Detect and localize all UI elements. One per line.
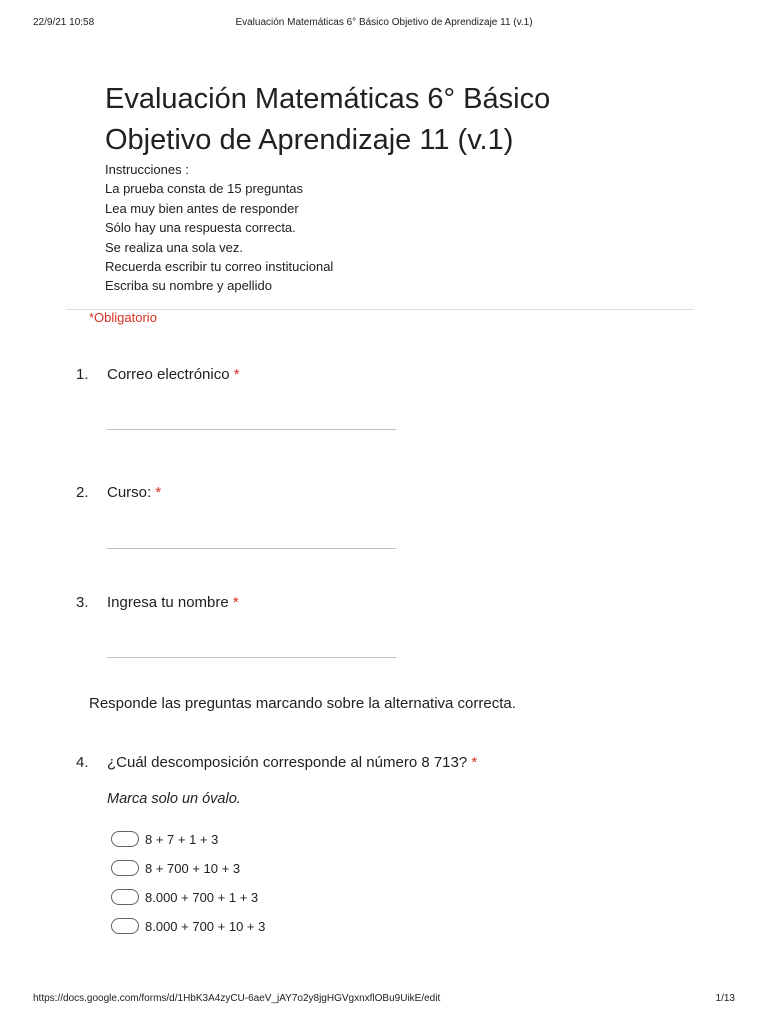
oval-radio-icon[interactable] xyxy=(111,918,139,934)
question-title xyxy=(107,484,161,501)
instruction-line: La prueba consta de 15 preguntas xyxy=(105,181,304,197)
instruction-line: Se realiza una sola vez. xyxy=(105,239,244,255)
form-description xyxy=(105,160,333,296)
required-note: *Obligatorio xyxy=(89,310,157,325)
oval-radio-icon[interactable] xyxy=(111,860,139,876)
option-radio[interactable] xyxy=(111,887,258,907)
question-title-text: Curso: xyxy=(107,484,152,501)
print-footer-url: https://docs.google.com/forms/d/1HbK3A4zyCU-6aeV_jAY7o2y8jgHGVgxnxflOBu9UikE/edit xyxy=(33,993,441,1004)
course-answer-field[interactable] xyxy=(107,548,396,549)
print-header-datetime: 22/9/21 10:58 xyxy=(33,17,95,28)
option-radio[interactable] xyxy=(111,829,218,849)
option-label: 8.000 + 700 + 1 + 3 xyxy=(145,889,259,905)
question-hint: Marca solo un óvalo. xyxy=(107,791,241,807)
question-number: 3. xyxy=(76,594,89,611)
option-radio[interactable] xyxy=(111,858,240,878)
question-number: 4. xyxy=(76,754,89,771)
section-description: Responde las preguntas marcando sobre la alternativa correcta. xyxy=(89,695,516,712)
instruction-line: Sólo hay una respuesta correcta. xyxy=(105,220,296,236)
question-title-text: ¿Cuál descomposición corresponde al número 8 713? xyxy=(107,754,468,771)
required-asterisk: * xyxy=(233,366,240,383)
form-title-line2: Objetivo de Aprendizaje 11 (v.1) xyxy=(105,124,514,156)
instruction-line: Recuerda escribir tu correo institucional xyxy=(105,259,334,275)
instruction-line: Instrucciones : xyxy=(105,162,189,177)
required-asterisk: * xyxy=(232,594,239,611)
option-label: 8.000 + 700 + 10 + 3 xyxy=(145,918,266,934)
question-title xyxy=(107,366,240,383)
required-asterisk: * xyxy=(155,484,162,501)
question-number: 2. xyxy=(76,484,89,501)
email-answer-field[interactable] xyxy=(107,429,396,430)
required-asterisk: * xyxy=(471,754,478,771)
question-title-text: Ingresa tu nombre xyxy=(107,594,229,611)
print-footer-page: 1/13 xyxy=(715,993,735,1004)
instruction-line: Lea muy bien antes de responder xyxy=(105,200,299,216)
oval-radio-icon[interactable] xyxy=(111,889,139,905)
form-title xyxy=(105,79,705,161)
question-number: 1. xyxy=(76,366,89,383)
question-title xyxy=(107,754,477,771)
instruction-line: Escriba su nombre y apellido xyxy=(105,278,272,294)
print-header-title: Evaluación Matemáticas 6° Básico Objetivo de Aprendizaje 11 (v.1) xyxy=(235,17,533,28)
option-label: 8 + 7 + 1 + 3 xyxy=(145,831,219,847)
header-divider xyxy=(66,309,694,310)
option-radio[interactable] xyxy=(111,916,265,936)
oval-radio-icon[interactable] xyxy=(111,831,139,847)
option-label: 8 + 700 + 10 + 3 xyxy=(145,860,241,876)
name-answer-field[interactable] xyxy=(107,657,396,658)
form-title-line1: Evaluación Matemáticas 6° Básico xyxy=(105,83,551,115)
question-title-text: Correo electrónico xyxy=(107,366,230,383)
question-title xyxy=(107,594,239,611)
